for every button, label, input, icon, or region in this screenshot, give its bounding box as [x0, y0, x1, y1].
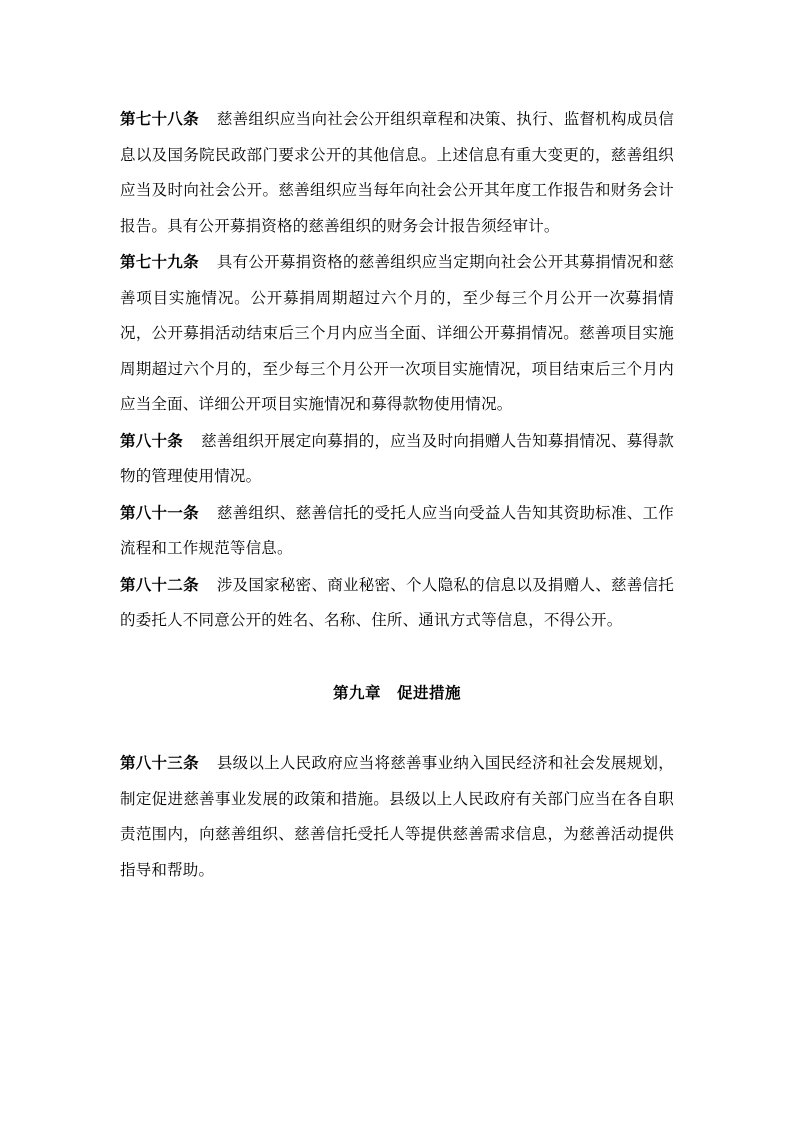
article-text: 慈善组织、慈善信托的受托人应当向受益人告知其资助标准、工作流程和工作规范等信息。: [120, 503, 674, 557]
article-83: [120, 745, 674, 888]
article-81: [120, 495, 674, 567]
chapter-title: 促进措施: [397, 682, 462, 702]
article-number: 第八十三条: [120, 753, 199, 772]
article-text: 慈善组织开展定向募捐的，应当及时向捐赠人告知募捐情况、募得款物的管理使用情况。: [120, 431, 674, 485]
article-79: [120, 244, 674, 423]
article-number: 第八十二条: [120, 574, 199, 594]
article-78: [120, 101, 674, 244]
chapter-heading: [120, 675, 674, 711]
article-text: 县级以上人民政府应当将慈善事业纳入国民经济和社会发展规划，制定促进慈善事业发展的政策和措施。县级以上人民政府有关部门应当在各自职责范围内，向慈善组织、慈善信托受托人等提供慈善需求信息，为慈善活动提供指导和帮助。: [120, 754, 674, 879]
article-number: 第八十条: [120, 430, 184, 450]
article-number: 第七十八条: [120, 109, 199, 128]
chapter-number: 第九章: [332, 682, 381, 702]
article-number: 第八十一条: [120, 502, 199, 522]
document-page: [120, 101, 674, 888]
article-text: 具有公开募捐资格的慈善组织应当定期向社会公开其募捐情况和慈善项目实施情况。公开募捐周期超过六个月的，至少每三个月公开一次募捐情况，公开募捐活动结束后三个月内应当全面、详细公开募捐情况。慈善项目实施周期超过六个月的，至少每三个月公开一次项目实施情况，项目结束后三个月内应当全面、详细公开项目实施情况和募得款物使用情况。: [120, 253, 674, 413]
article-80: [120, 423, 674, 495]
article-text: 慈善组织应当向社会公开组织章程和决策、执行、监督机构成员信息以及国务院民政部门要求公开的其他信息。上述信息有重大变更的，慈善组织应当及时向社会公开。慈善组织应当每年向社会公开其年度工作报告和财务会计报告。具有公开募捐资格的慈善组织的财务会计报告须经审计。: [120, 110, 674, 235]
article-number: 第七十九条: [120, 252, 199, 271]
article-82: [120, 567, 674, 639]
article-text: 涉及国家秘密、商业秘密、个人隐私的信息以及捐赠人、慈善信托的委托人不同意公开的姓名、名称、住所、通讯方式等信息，不得公开。: [120, 575, 674, 629]
